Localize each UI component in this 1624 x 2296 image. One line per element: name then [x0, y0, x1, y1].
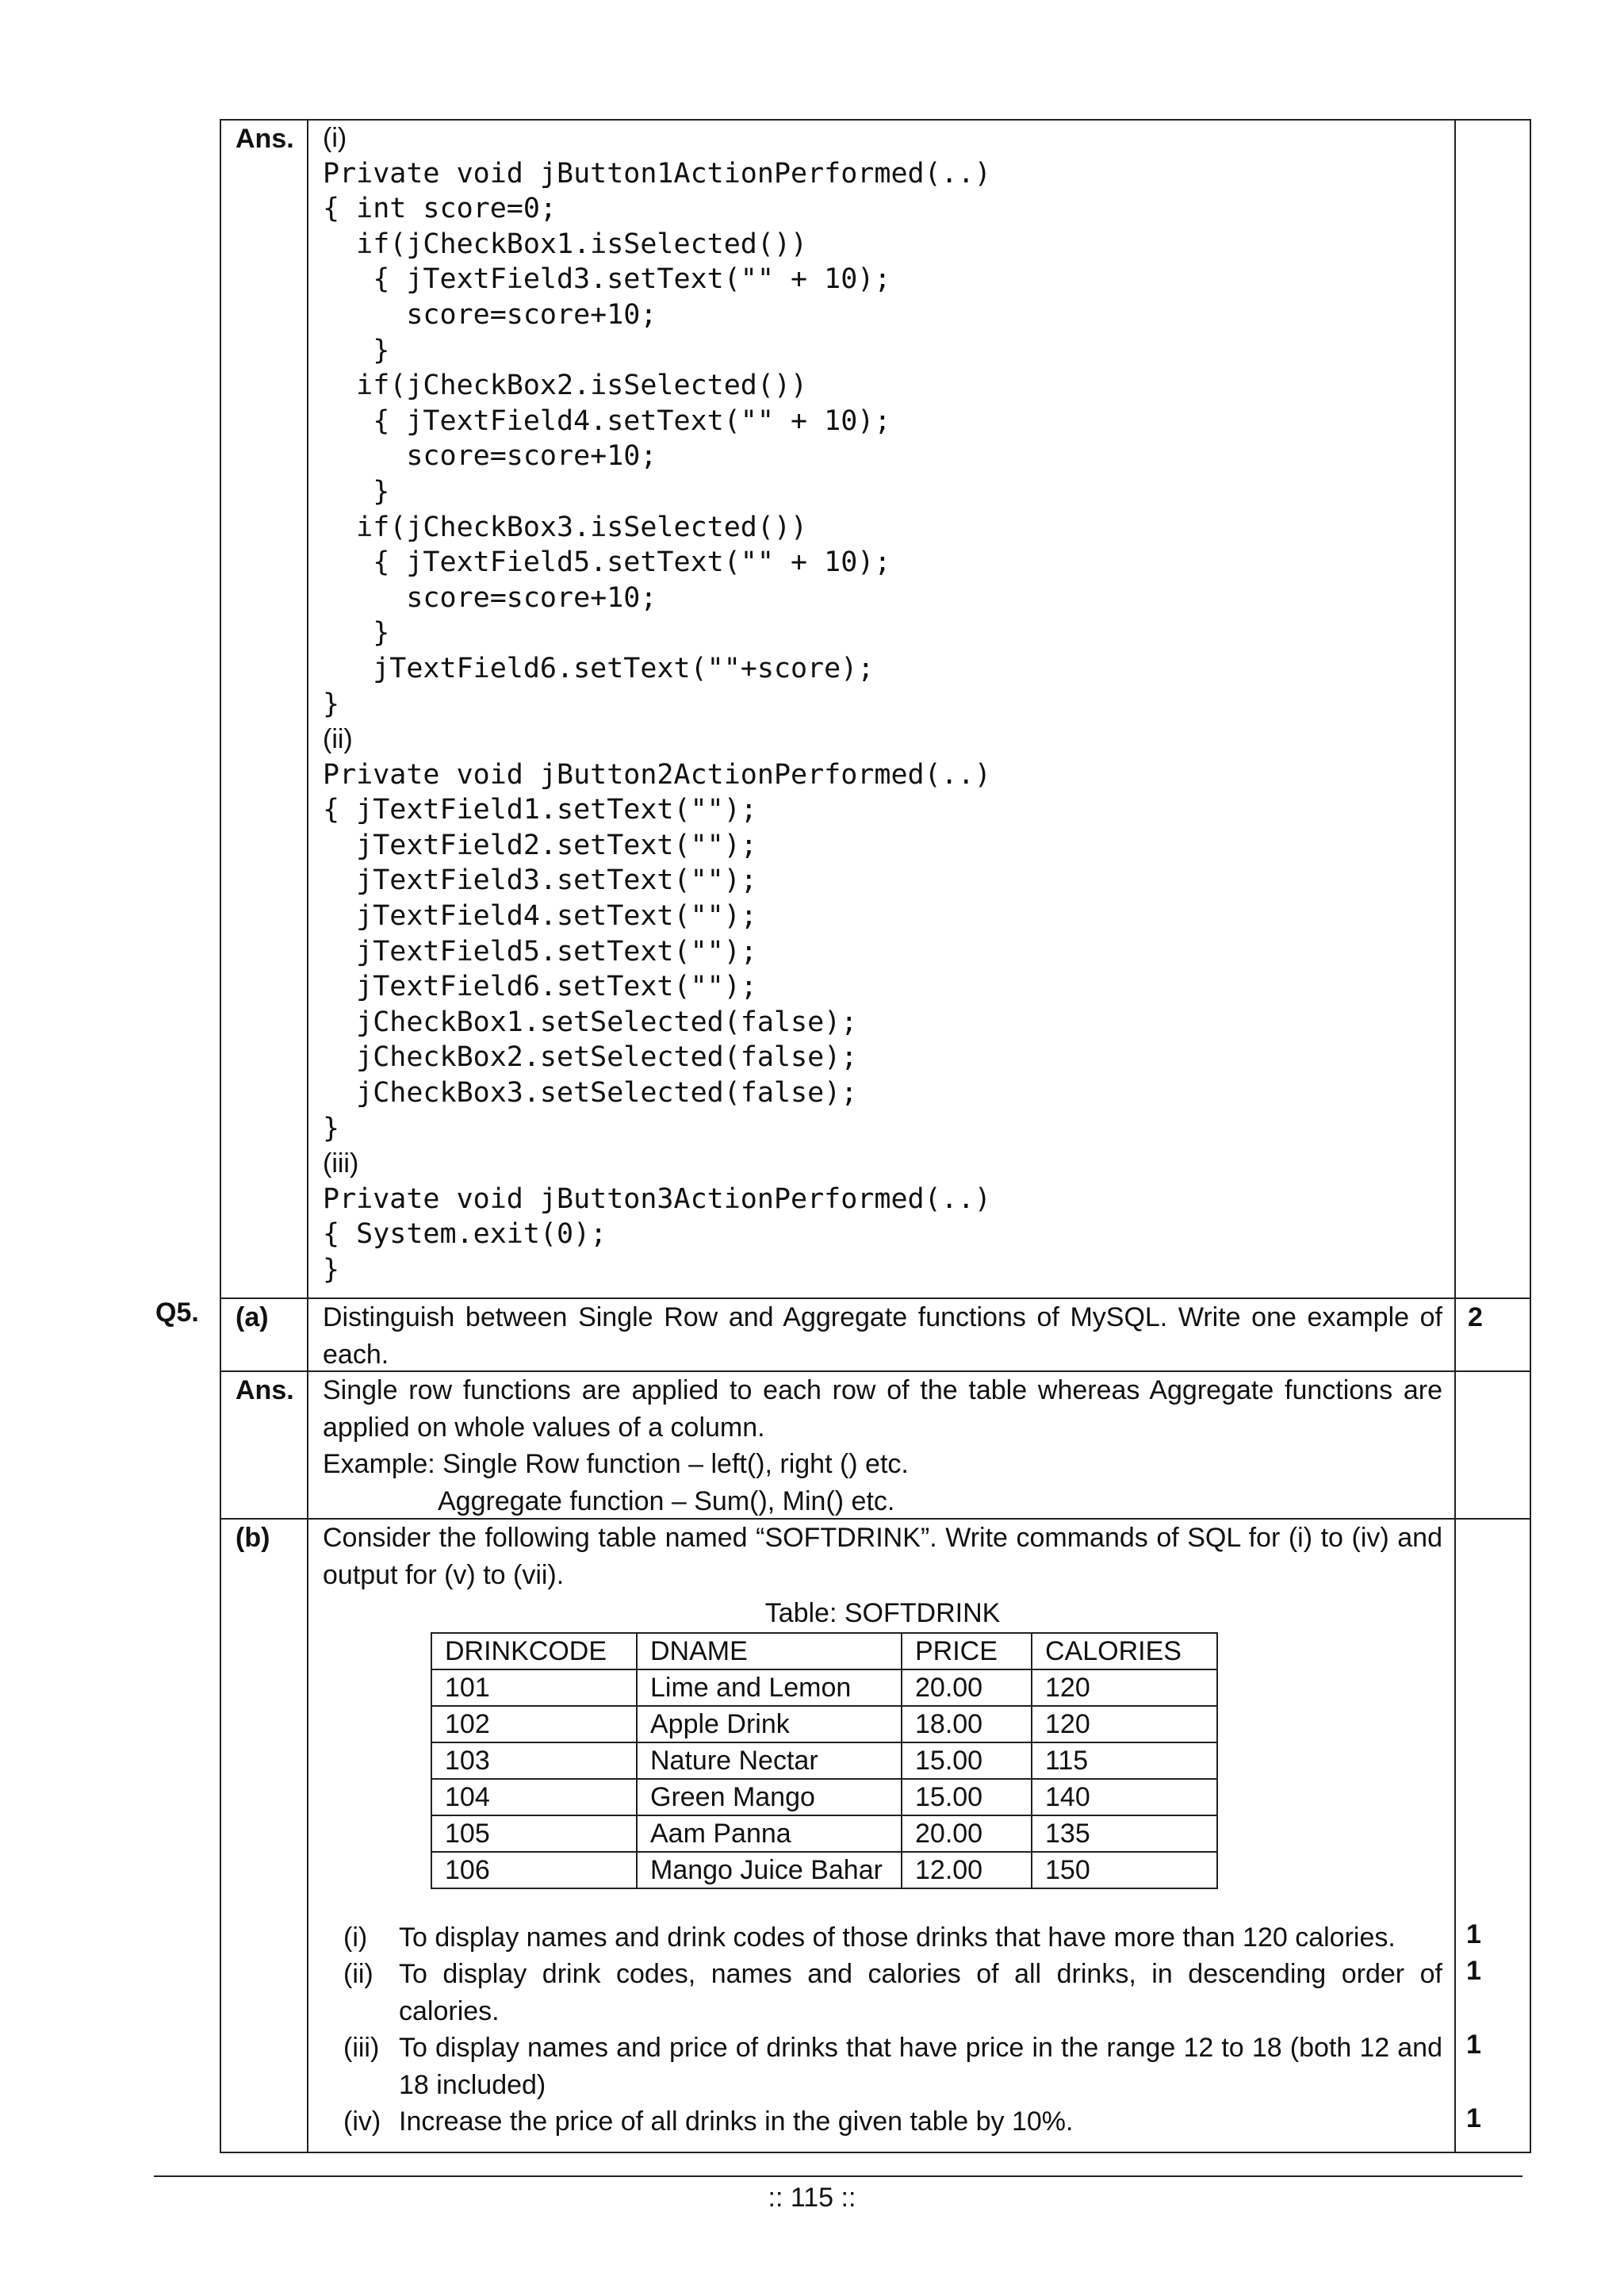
item-number: (iii) — [343, 2033, 380, 2063]
table-row — [431, 1779, 1217, 1815]
code-line: jCheckBox2.setSelected(false); — [323, 1041, 858, 1074]
code-line: jTextField4.setText(""); — [323, 900, 757, 933]
marks: 1 — [1466, 2103, 1481, 2133]
code-line: jCheckBox1.setSelected(false); — [323, 1006, 858, 1038]
part-label: (i) — [323, 123, 347, 153]
list-item — [343, 1956, 1442, 2030]
code-line: if(jCheckBox2.isSelected()) — [323, 370, 808, 402]
code-line: { jTextField4.setText("" + 10); — [323, 404, 891, 437]
code-line: { jTextField1.setText(""); — [323, 794, 757, 826]
column-header: DRINKCODE — [431, 1633, 637, 1669]
code-line: jTextField5.setText(""); — [323, 935, 757, 968]
item-number: (iv) — [343, 2106, 381, 2137]
code-line: jTextField2.setText(""); — [323, 829, 757, 861]
code-line: Private void jButton2ActionPerformed(..) — [323, 758, 991, 791]
list-item — [343, 1919, 1442, 1957]
item-text: To display drink codes, names and calories of all drinks, in descending order of calories. — [399, 1959, 1442, 2026]
marks: 1 — [1466, 2030, 1481, 2060]
code-line: Private void jButton1ActionPerformed(..) — [323, 157, 991, 190]
answer-code-block — [323, 121, 1441, 1288]
table-cell: 101 — [431, 1669, 637, 1706]
item-text: To display names and drink codes of those drinks that have more than 120 calories. — [399, 1922, 1396, 1953]
table-cell: 15.00 — [902, 1779, 1032, 1815]
code-line: score=score+10; — [323, 440, 657, 473]
softdrink-table — [431, 1632, 1218, 1889]
code-listing-ii — [323, 757, 1441, 1147]
part-label: (iii) — [323, 1148, 359, 1179]
question-number: Q5. — [155, 1297, 199, 1328]
table-cell: 120 — [1032, 1669, 1217, 1706]
code-line: score=score+10; — [323, 298, 657, 331]
table-cell: Mango Juice Bahar — [637, 1852, 902, 1888]
item-text: Increase the price of all drinks in the given table by 10%. — [399, 2106, 1074, 2137]
answer-line: Example: Single Row function – left(), right () etc. — [323, 1449, 909, 1479]
code-line: Private void jButton3ActionPerformed(..) — [323, 1182, 991, 1215]
code-line: { System.exit(0); — [323, 1218, 607, 1251]
item-text: To display names and price of drinks that have price in the range 12 to 18 (both 12 and 18 included) — [399, 2033, 1442, 2100]
code-line: jCheckBox3.setSelected(false); — [323, 1077, 858, 1110]
ans-label: Ans. — [236, 1375, 294, 1405]
question-text: Consider the following table named “SOFTDRINK”. Write commands of SQL for (i) to (iv) and output for (v) to (vii). — [323, 1523, 1442, 1590]
question-list — [343, 1919, 1442, 2141]
item-number: (ii) — [343, 1959, 373, 1989]
code-line: { jTextField5.setText("" + 10); — [323, 546, 891, 579]
table-caption: Table: SOFTDRINK — [764, 1598, 1001, 1628]
table-row — [431, 1742, 1217, 1779]
table-cell: 150 — [1032, 1852, 1217, 1888]
code-line: jTextField6.setText(""); — [323, 971, 757, 1003]
ans-label: Ans. — [236, 124, 294, 154]
table-header-row — [431, 1633, 1217, 1669]
table-row — [431, 1706, 1217, 1742]
code-line: score=score+10; — [323, 581, 657, 614]
table-cell: Apple Drink — [637, 1706, 902, 1742]
column-header: DNAME — [637, 1633, 902, 1669]
table-row — [431, 1669, 1217, 1706]
subquestion-label: (a) — [236, 1302, 269, 1332]
marks: 1 — [1466, 1919, 1481, 1949]
table-cell: 103 — [431, 1742, 637, 1779]
question-text: Distinguish between Single Row and Aggregate functions of MySQL. Write one example of each. — [323, 1302, 1442, 1370]
code-line: { int score=0; — [323, 193, 557, 225]
page-number: :: 115 :: — [768, 2183, 856, 2213]
table-cell: 105 — [431, 1815, 637, 1852]
item-number: (i) — [343, 1922, 368, 1953]
code-line: jTextField6.setText(""+score); — [323, 652, 875, 684]
table-cell: 20.00 — [902, 1815, 1032, 1852]
code-line: } — [323, 617, 390, 650]
table-cell: 102 — [431, 1706, 637, 1742]
column-header: CALORIES — [1032, 1633, 1217, 1669]
column-rule — [307, 121, 308, 2152]
answer-line: Aggregate function – Sum(), Min() etc. — [438, 1485, 895, 1516]
table-row — [431, 1852, 1217, 1888]
marks: 2 — [1468, 1302, 1483, 1332]
table-cell: 106 — [431, 1852, 637, 1888]
code-line: } — [323, 1112, 340, 1144]
code-line: } — [323, 1254, 340, 1286]
list-item — [343, 2030, 1442, 2103]
table-cell: Aam Panna — [637, 1815, 902, 1852]
table-cell: 20.00 — [902, 1669, 1032, 1706]
code-line: } — [323, 475, 390, 508]
code-line: if(jCheckBox1.isSelected()) — [323, 228, 808, 260]
subquestion-label: (b) — [236, 1523, 270, 1553]
question-body — [323, 1520, 1442, 2141]
code-line: } — [323, 688, 340, 720]
code-listing-iii — [323, 1182, 1441, 1288]
table-cell: Nature Nectar — [637, 1742, 902, 1779]
table-cell: 12.00 — [902, 1852, 1032, 1888]
table-cell: 18.00 — [902, 1706, 1032, 1742]
marks: 1 — [1466, 1956, 1481, 1986]
answer-frame — [220, 119, 1531, 2153]
code-line: jTextField3.setText(""); — [323, 864, 757, 897]
code-line: } — [323, 334, 390, 366]
table-cell: 120 — [1032, 1706, 1217, 1742]
column-header: PRICE — [902, 1633, 1032, 1669]
column-rule — [1454, 121, 1456, 2152]
table-cell: 104 — [431, 1779, 637, 1815]
table-cell: 15.00 — [902, 1742, 1032, 1779]
table-cell: Lime and Lemon — [637, 1669, 902, 1706]
answer-text — [323, 1372, 1442, 1520]
table-cell: 135 — [1032, 1815, 1217, 1852]
table-cell: Green Mango — [637, 1779, 902, 1815]
part-label: (ii) — [323, 724, 353, 755]
code-listing-i — [323, 156, 1441, 723]
code-line: if(jCheckBox3.isSelected()) — [323, 511, 808, 543]
list-item — [343, 2103, 1442, 2141]
table-cell: 140 — [1032, 1779, 1217, 1815]
table-cell: 115 — [1032, 1742, 1217, 1779]
footer-rule — [154, 2175, 1522, 2177]
table-row — [431, 1815, 1217, 1852]
code-line: { jTextField3.setText("" + 10); — [323, 263, 891, 296]
answer-line: Single row functions are applied to each row of the table whereas Aggregate functions are applied on whole values of a column. — [323, 1375, 1442, 1443]
